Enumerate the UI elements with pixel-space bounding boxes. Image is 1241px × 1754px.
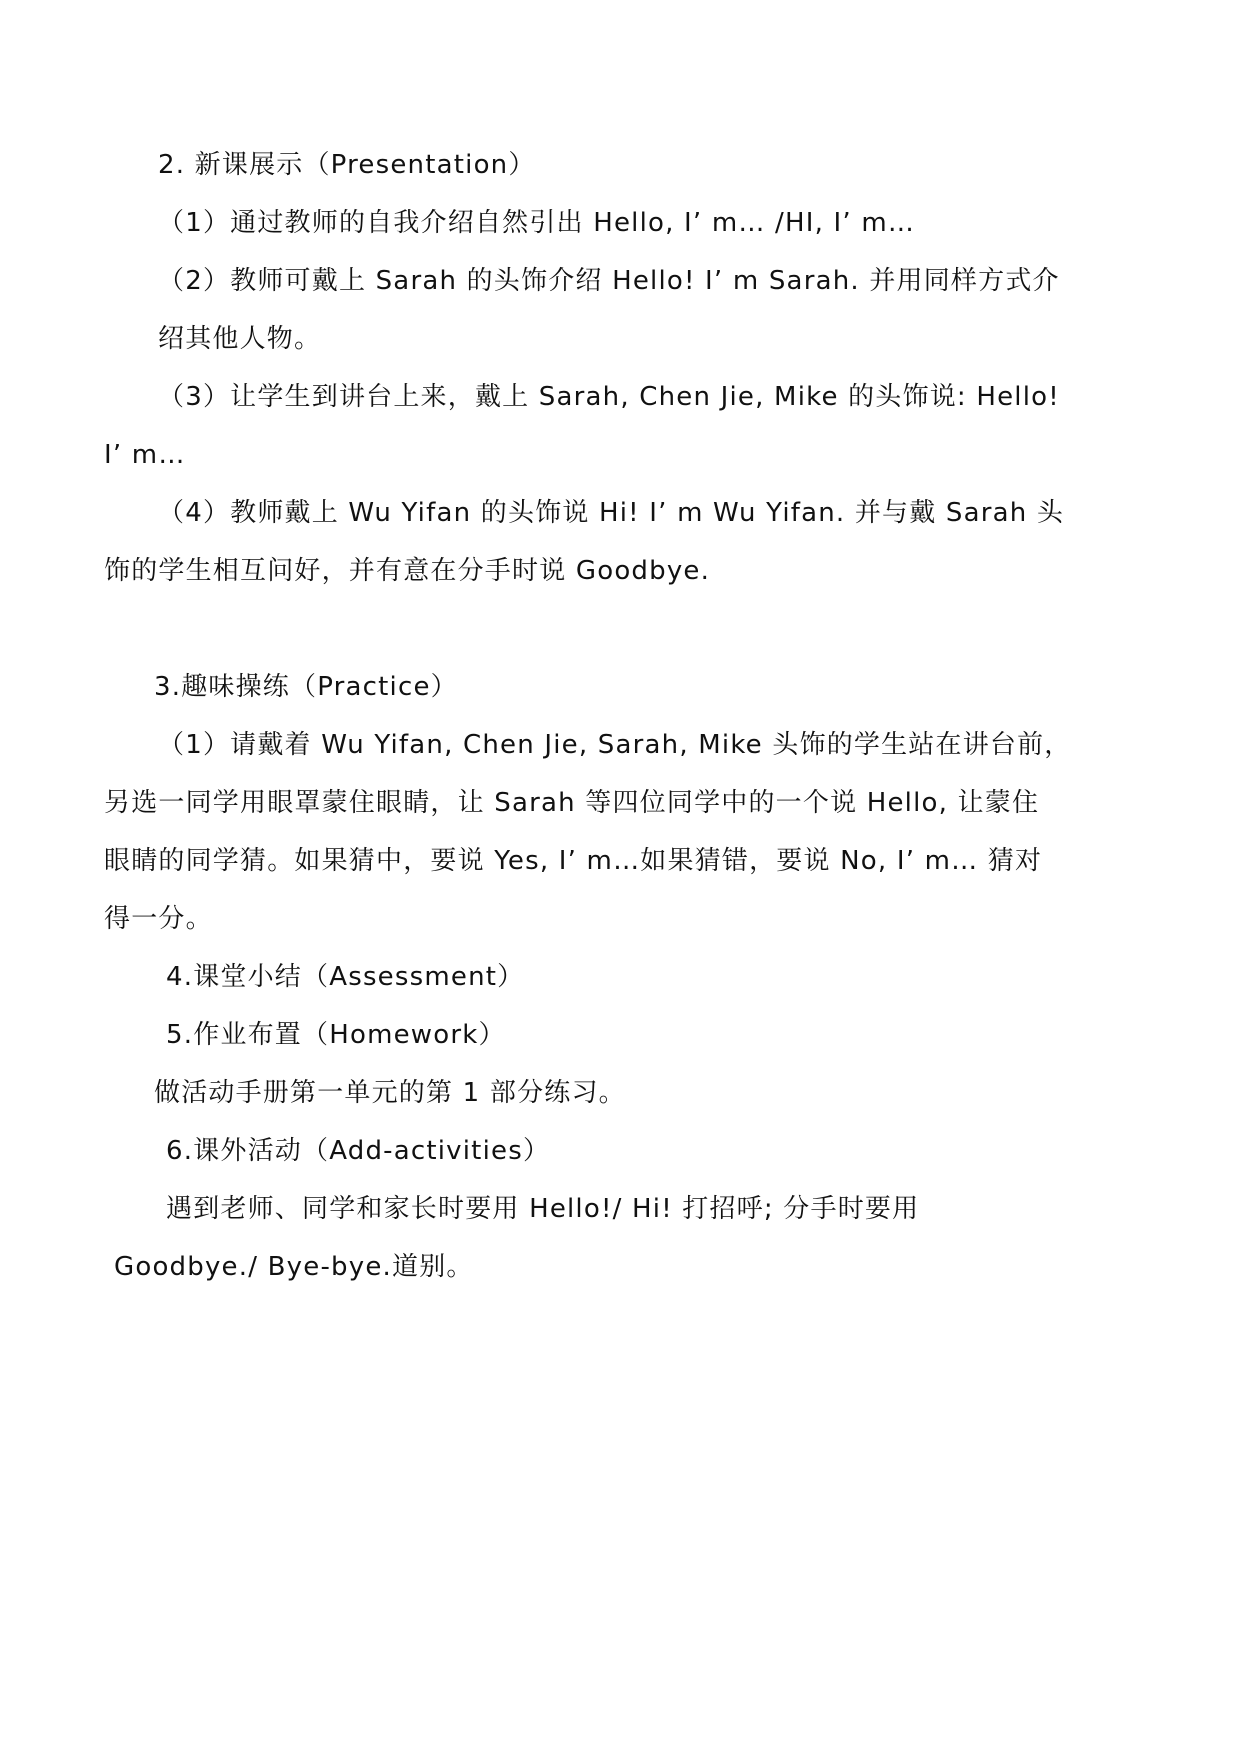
add-activities-line-1: 遇到老师、同学和家长时要用 Hello!/ Hi! 打招呼; 分手时要用 — [166, 1194, 920, 1224]
section-heading-assessment: 4.课堂小结（Assessment） — [166, 962, 525, 992]
add-activities-line-2: Goodbye./ Bye-bye.道别。 — [114, 1252, 474, 1282]
presentation-item-4-line-1: （4）教师戴上 Wu Yifan 的头饰说 Hi! I’ m Wu Yifan. 并与戴 Sarah 头 — [158, 498, 1065, 528]
presentation-item-4-line-2: 饰的学生相互问好，并有意在分手时说 Goodbye. — [104, 556, 711, 586]
practice-item-1-line-4: 得一分。 — [104, 904, 213, 934]
presentation-item-1: （1）通过教师的自我介绍自然引出 Hello, I’ m… /HI, I’ m… — [158, 208, 916, 238]
practice-item-1-line-1: （1）请戴着 Wu Yifan, Chen Jie, Sarah, Mike 头饰的学生站在讲台前， — [158, 730, 1072, 760]
section-heading-add-activities: 6.课外活动（Add-activities） — [166, 1136, 551, 1166]
presentation-item-3-line-2: I’ m… — [104, 440, 186, 470]
practice-item-1-line-2: 另选一同学用眼罩蒙住眼睛，让 Sarah 等四位同学中的一个说 Hello, 让蒙住 — [104, 788, 1040, 818]
presentation-item-2-line-2: 绍其他人物。 — [158, 324, 322, 354]
practice-item-1-line-3: 眼睛的同学猜。如果猜中，要说 Yes, I’ m…如果猜错，要说 No, I’ m… 猜对 — [104, 846, 1043, 876]
section-heading-presentation: 2. 新课展示（Presentation） — [158, 150, 536, 180]
section-heading-practice: 3.趣味操练（Practice） — [154, 672, 458, 702]
section-heading-homework: 5.作业布置（Homework） — [166, 1020, 506, 1050]
presentation-item-2-line-1: （2）教师可戴上 Sarah 的头饰介绍 Hello! I’ m Sarah. 并用同样方式介 — [158, 266, 1060, 296]
presentation-item-3-line-1: （3）让学生到讲台上来，戴上 Sarah, Chen Jie, Mike 的头饰说: Hello! — [158, 382, 1060, 412]
homework-text: 做活动手册第一单元的第 1 部分练习。 — [154, 1078, 626, 1108]
